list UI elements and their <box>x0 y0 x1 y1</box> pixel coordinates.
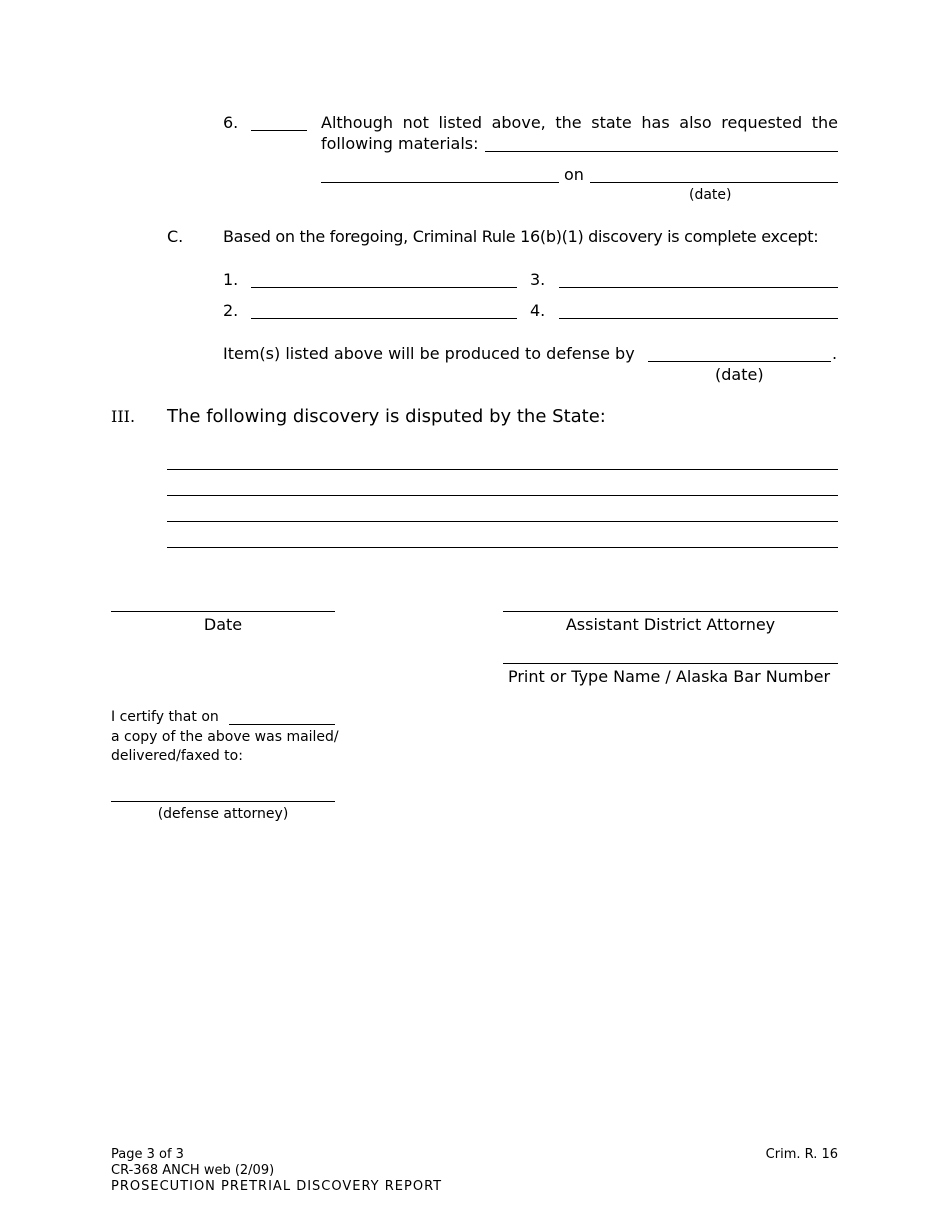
except-item-2-field[interactable] <box>251 318 517 319</box>
produced-text: Item(s) listed above will be produced to defense by <box>223 344 635 363</box>
item6-number: 6. <box>223 113 239 132</box>
footer-form-title: PROSECUTION PRETRIAL DISCOVERY REPORT <box>111 1179 443 1194</box>
item6-materials-field[interactable] <box>485 151 838 152</box>
disputed-line-1[interactable] <box>167 469 838 470</box>
produced-period: . <box>832 344 838 363</box>
footer-rule: Crim. R. 16 <box>765 1147 838 1162</box>
print-name-line[interactable] <box>503 663 838 664</box>
except-item-2-number: 2. <box>223 301 239 320</box>
certify-line2: a copy of the above was mailed/ <box>111 729 339 745</box>
date-label: Date <box>203 615 243 634</box>
date-signature-line[interactable] <box>111 611 335 612</box>
section-c-letter: C. <box>167 227 184 246</box>
except-item-1-number: 1. <box>223 270 239 289</box>
produced-date-caption: (date) <box>715 365 764 384</box>
item6-text-line2: following materials: <box>321 134 479 153</box>
certify-line3: delivered/faxed to: <box>111 748 243 764</box>
section-iii-heading: The following discovery is disputed by the State: <box>167 406 606 427</box>
disputed-line-3[interactable] <box>167 521 838 522</box>
except-item-4-number: 4. <box>530 301 546 320</box>
section-iii-numeral: III. <box>111 407 136 426</box>
certify-line1: I certify that on <box>111 709 219 725</box>
disputed-line-4[interactable] <box>167 547 838 548</box>
defense-attorney-line[interactable] <box>111 801 335 802</box>
except-item-4-field[interactable] <box>559 318 838 319</box>
item6-date-field[interactable] <box>590 182 838 183</box>
item6-check-blank[interactable] <box>251 130 307 131</box>
footer-form-number: CR-368 ANCH web (2/09) <box>111 1163 275 1178</box>
except-item-3-number: 3. <box>530 270 546 289</box>
item6-date-caption: (date) <box>689 187 732 203</box>
certify-date-field[interactable] <box>229 724 335 725</box>
defense-attorney-caption: (defense attorney) <box>157 806 289 822</box>
print-name-label: Print or Type Name / Alaska Bar Number <box>507 667 831 686</box>
item6-text-line1: Although not listed above, the state has also requested the <box>321 113 838 132</box>
item6-materials-field-2[interactable] <box>321 182 559 183</box>
section-c-text: Based on the foregoing, Criminal Rule 16(b)(1) discovery is complete except: <box>223 227 819 246</box>
item6-on-label: on <box>564 165 584 184</box>
disputed-line-2[interactable] <box>167 495 838 496</box>
except-item-1-field[interactable] <box>251 287 517 288</box>
ada-signature-line[interactable] <box>503 611 838 612</box>
ada-label: Assistant District Attorney <box>565 615 776 634</box>
produced-date-field[interactable] <box>648 361 831 362</box>
except-item-3-field[interactable] <box>559 287 838 288</box>
footer-page: Page 3 of 3 <box>111 1147 184 1162</box>
